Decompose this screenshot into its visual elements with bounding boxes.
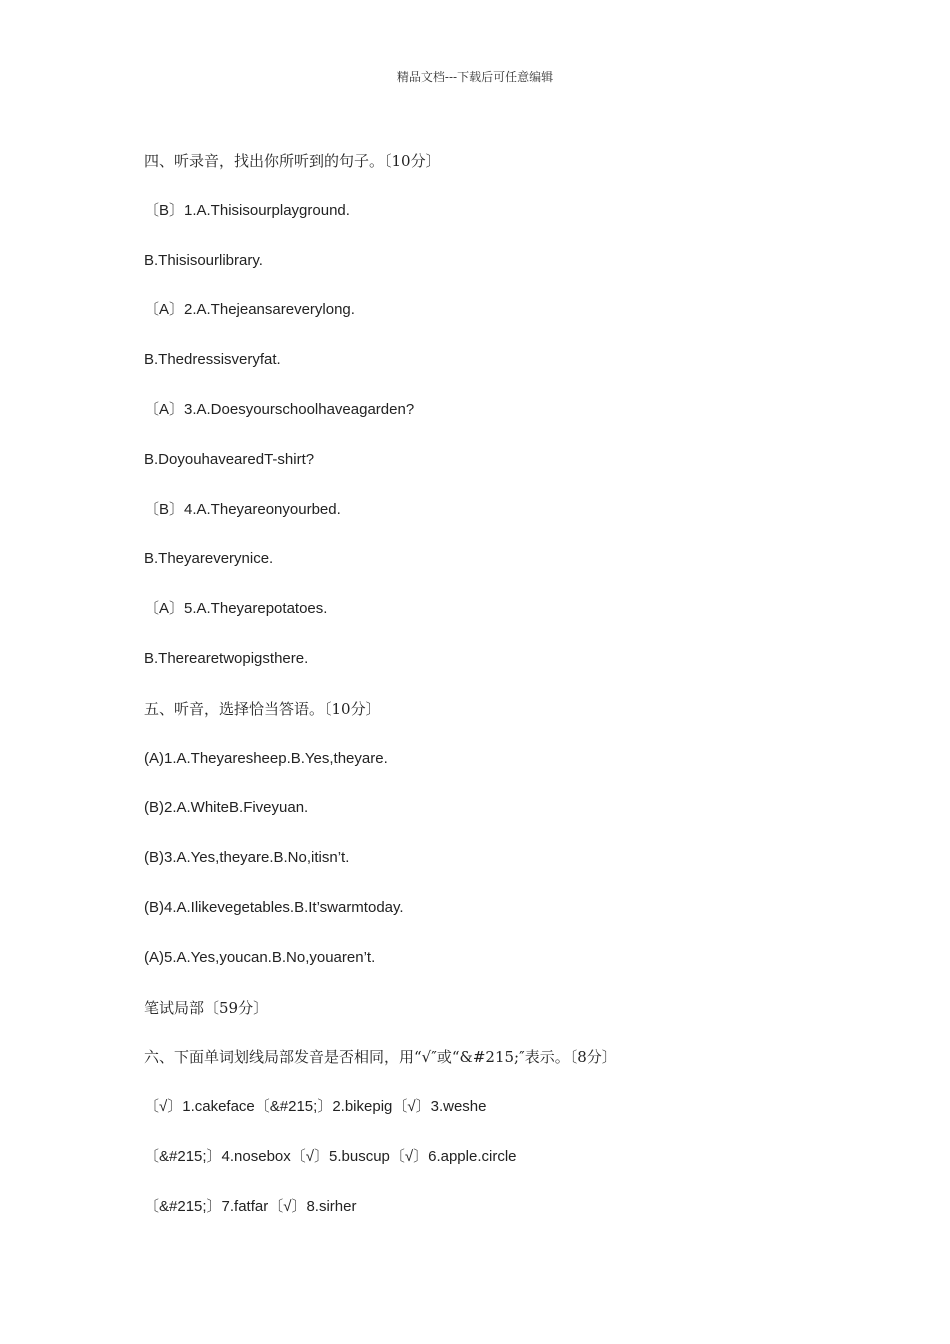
section-five-heading: 五、听音，选择恰当答语。〔10分〕	[144, 699, 381, 718]
answer-line: 〔B〕1.A.Thisisourplayground.	[144, 201, 350, 219]
answer-line: 〔A〕3.A.Doesyourschoolhaveagarden?	[144, 400, 415, 418]
answer-line: (B)4.A.Ilikevegetables.B.It’swarmtoday.	[144, 898, 404, 916]
answer-line: (A)1.A.Theyaresheep.B.Yes,theyare.	[144, 749, 388, 767]
section-six-heading: 六、下面单词划线局部发音是否相同，用“√″或“&#215;″表示。〔8分〕	[144, 1048, 617, 1067]
answer-line: B.Theyareverynice.	[144, 550, 274, 568]
section-four-heading: 四、听录音，找出你所听到的句子。〔10分〕	[144, 152, 441, 170]
answer-line: (B)2.A.WhiteB.Fiveyuan.	[144, 799, 309, 817]
answer-line: 〔A〕5.A.Theyarepotatoes.	[144, 600, 328, 618]
answer-line: 〔B〕4.A.Theyareonyourbed.	[144, 500, 341, 518]
answer-line: (B)3.A.Yes,theyare.B.No,itisn’t.	[144, 849, 350, 867]
answer-line: (A)5.A.Yes,youcan.B.No,youaren’t.	[144, 948, 376, 966]
answer-line: 〔A〕2.A.Thejeansareverylong.	[144, 301, 355, 319]
answer-line: 〔&#215;〕4.nosebox〔√〕5.buscup〔√〕6.apple.circle	[144, 1147, 517, 1165]
answer-line: B.DoyouhavearedT-shirt?	[144, 450, 315, 468]
page-header: 精品文档---下载后可任意编辑	[396, 70, 554, 84]
answer-line: B.Thedressisveryfat.	[144, 351, 281, 369]
answer-line: 〔&#215;〕7.fatfar〔√〕8.sirher	[144, 1197, 357, 1215]
answer-line: B.Therearetwopigsthere.	[144, 649, 309, 667]
written-part-heading: 笔试局部〔59分〕	[144, 998, 269, 1017]
answer-line: 〔√〕1.cakeface〔&#215;〕2.bikepig〔√〕3.weshe	[144, 1098, 487, 1116]
document-body	[144, 150, 864, 1246]
answer-line: B.Thisisourlibrary.	[144, 251, 263, 269]
